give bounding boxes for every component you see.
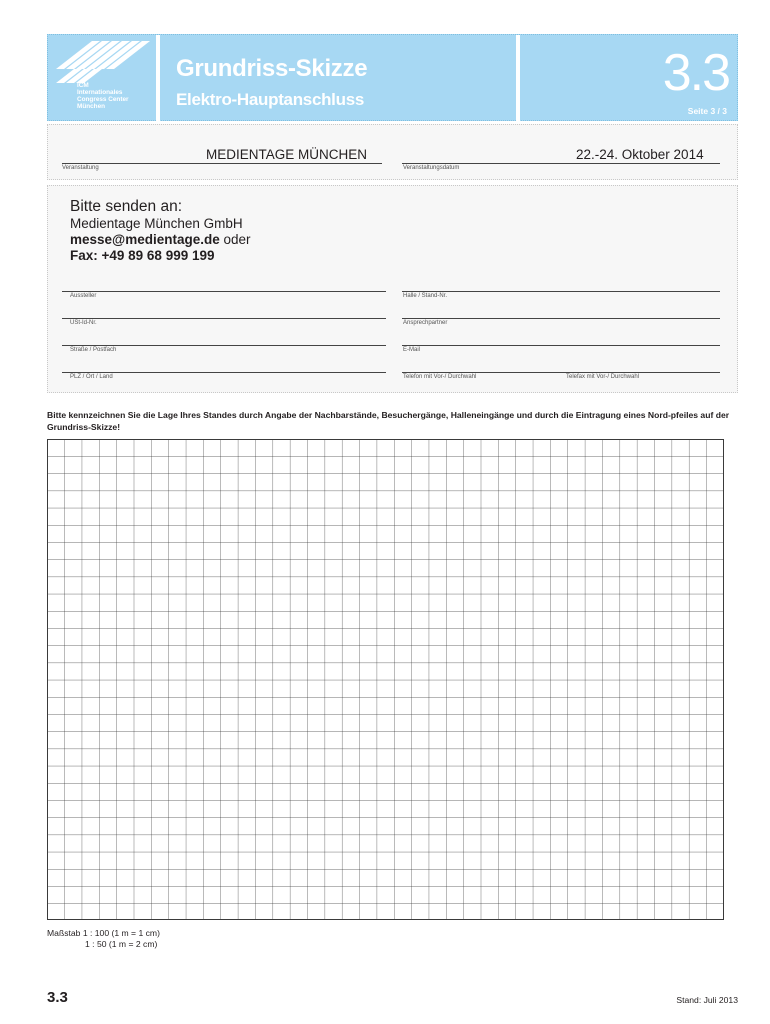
footer-form-number: 3.3 [47, 989, 68, 1006]
scale-line-2: 1 : 50 (1 m = 2 cm) [85, 939, 158, 949]
plz-field[interactable] [62, 372, 386, 373]
event-name-label: Veranstaltung [62, 165, 99, 171]
email-label: E-Mail [403, 347, 421, 353]
aussteller-label: Aussteller [70, 293, 97, 299]
strasse-label: Straße / Postfach [70, 347, 117, 353]
header-divider [516, 35, 520, 122]
telefon-label: Telefon mit Vor-/ Durchwahl [403, 374, 477, 380]
page-subtitle: Elektro-Hauptanschluss [176, 90, 365, 109]
plz-label: PLZ / Ort / Land [70, 374, 113, 380]
send-to-email-suffix: oder [219, 232, 251, 247]
halle-label: Halle / Stand-Nr. [403, 293, 448, 299]
page-title: Grundriss-Skizze [176, 55, 368, 82]
telefax-label: Telefax mit Vor-/ Durchwahl [566, 374, 640, 380]
email-field[interactable] [402, 345, 720, 346]
send-to-email-line [70, 232, 251, 247]
header-band [47, 34, 738, 121]
event-date-value: 22.-24. Oktober 2014 [576, 147, 704, 162]
event-section [47, 124, 738, 180]
event-date-line[interactable] [402, 163, 720, 164]
instruction-text: Bitte kennzeichnen Sie die Lage Ihres Standes durch Angabe der Nachbarstände, Besuchergänge, Halleneingänge und durch die Eintragung eines Nord-pfeiles auf der Grundriss-Skizze! [47, 410, 730, 432]
ansprech-label: Ansprechpartner [403, 320, 448, 326]
logo-line: Congress Center [77, 96, 129, 103]
telefon-field[interactable] [402, 372, 720, 373]
logo-line: München [77, 103, 106, 110]
halle-field[interactable] [402, 291, 720, 292]
send-to-title: Bitte senden an: [70, 198, 183, 215]
ust-field[interactable] [62, 318, 386, 319]
form-number: 3.3 [662, 44, 729, 102]
icm-logo-icon [52, 39, 152, 83]
logo-line: Internationales [77, 89, 123, 96]
address-section [47, 185, 738, 393]
scale-info [47, 928, 160, 950]
ust-label: USt-Id-Nr. [70, 320, 97, 326]
logo-line: ICM [77, 82, 89, 89]
send-to-fax: Fax: +49 89 68 999 199 [70, 248, 215, 263]
event-name-value: MEDIENTAGE MÜNCHEN [206, 147, 368, 162]
sketch-grid[interactable] [47, 439, 724, 920]
send-to-email: messe@medientage.de [70, 232, 220, 247]
ansprech-field[interactable] [402, 318, 720, 319]
page-indicator: Seite 3 / 3 [687, 106, 727, 116]
header-divider [156, 35, 160, 122]
strasse-field[interactable] [62, 345, 386, 346]
logo-text [77, 82, 155, 110]
event-name-line[interactable] [62, 163, 382, 164]
send-to-company: Medientage München GmbH [70, 216, 243, 231]
event-date-label: Veranstaltungsdatum [403, 165, 460, 171]
footer-stand-date: Stand: Juli 2013 [676, 995, 738, 1005]
aussteller-field[interactable] [62, 291, 386, 292]
icm-logo [48, 35, 156, 122]
scale-line-1: Maßstab 1 : 100 (1 m = 1 cm) [47, 928, 160, 938]
